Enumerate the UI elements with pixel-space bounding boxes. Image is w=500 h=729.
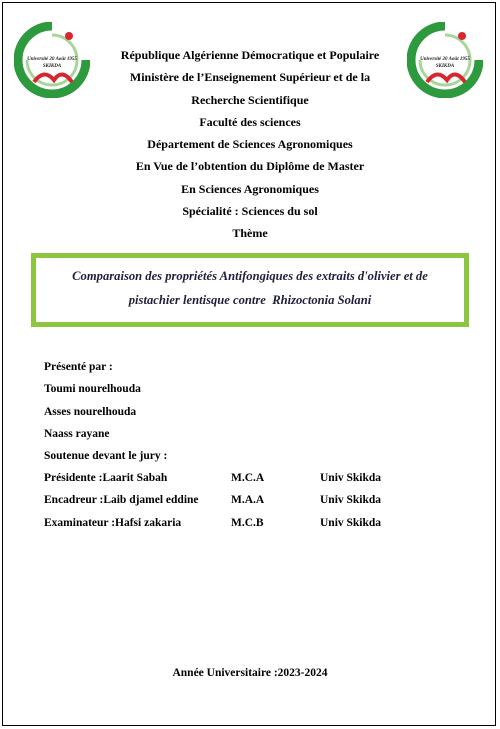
header-field: En Sciences Agronomiques xyxy=(181,181,319,196)
header-diploma: En Vue de l’obtention du Diplôme de Master xyxy=(135,159,365,174)
thesis-title-line2 xyxy=(36,288,464,312)
student-name: Naass rayane xyxy=(44,427,110,440)
jury-label: Soutenue devant le jury : xyxy=(44,450,168,463)
header-republic: République Algérienne Démocratique et Populaire xyxy=(120,48,380,62)
thesis-title-box xyxy=(31,253,469,327)
jury-row xyxy=(44,489,464,511)
header-department: Département de Sciences Agronomiques xyxy=(147,137,353,152)
header-ministry-cont: Recherche Scientifique xyxy=(191,92,309,107)
header-specialty: Spécialité : Sciences du sol xyxy=(182,204,318,219)
student-name: Asses nourelhouda xyxy=(44,405,137,418)
jury-member: Encadreur :Laib djamel eddine xyxy=(44,494,199,507)
thesis-title-line1: Comparaison des propriétés Antifongiques des extraits d'olivier et de xyxy=(72,269,428,283)
logo-caption-name: Université 20 Août 1955 xyxy=(27,57,77,62)
university-logo-right xyxy=(407,22,483,98)
jury-university: Univ Skikda xyxy=(320,494,382,507)
jury-university: Univ Skikda xyxy=(320,516,382,529)
student-name: Toumi nourelhouda xyxy=(44,383,141,396)
jury-row xyxy=(44,512,464,534)
jury-member: Présidente :Laarit Sabah xyxy=(44,472,168,484)
institution-header xyxy=(100,44,400,245)
jury-grade: M.C.B xyxy=(231,516,264,529)
logo-caption-name: Université 20 Août 1955 xyxy=(420,57,470,62)
jury-grade: M.A.A xyxy=(231,494,265,507)
logo-caption-city: SKIKDA xyxy=(435,64,455,69)
thesis-title-species: Rhizoctonia Solani xyxy=(272,293,372,307)
header-ministry: Ministère de l’Enseignement Supérieur et de la xyxy=(129,70,371,85)
academic-year: Année Universitaire :2023-2024 xyxy=(172,667,328,679)
jury-grade: M.C.A xyxy=(231,472,265,484)
logo-caption-city: SKIKDA xyxy=(42,64,62,69)
university-logo-left xyxy=(14,22,90,98)
header-faculty: Faculté des sciences xyxy=(199,114,301,129)
header-theme-label: Thème xyxy=(232,226,268,241)
jury-university: Univ Skikda xyxy=(320,472,382,484)
jury-row xyxy=(44,467,464,489)
jury-member: Examinateur :Hafsi zakaria xyxy=(44,516,182,529)
presented-by-label: Présenté par : xyxy=(44,361,113,373)
thesis-title-line2-prefix: pistachier lentisque contre xyxy=(128,293,266,307)
jury-table xyxy=(44,467,464,534)
presenters-section xyxy=(44,356,167,467)
